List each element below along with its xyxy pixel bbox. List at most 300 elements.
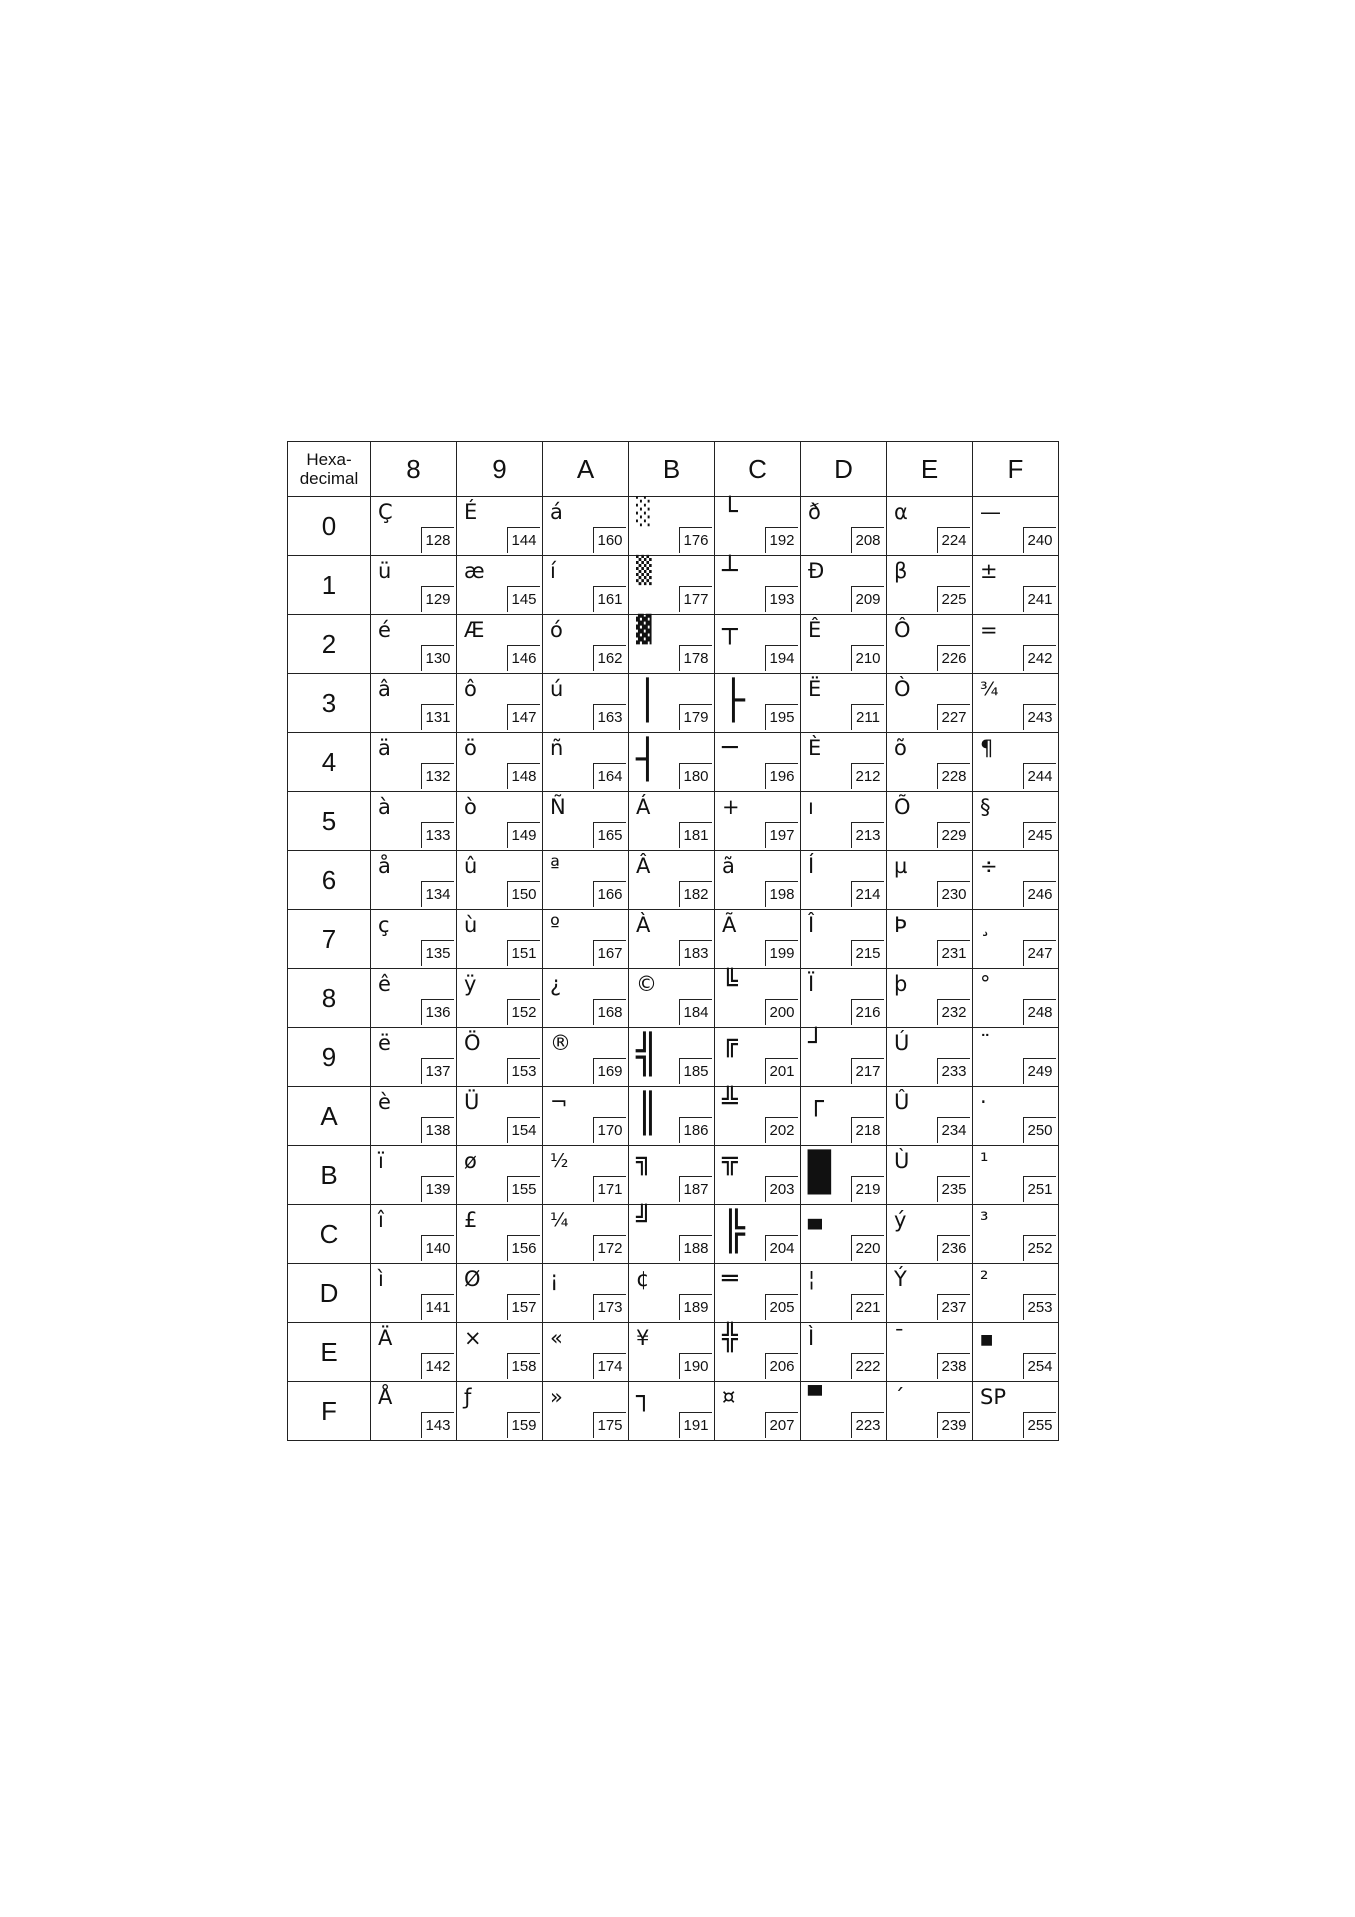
character-cell: [715, 1205, 801, 1264]
character-cell: [629, 497, 715, 556]
character-cell: [973, 615, 1059, 674]
character-glyph: µ: [894, 854, 908, 878]
decimal-code: 215: [851, 940, 884, 966]
character-glyph: æ: [464, 559, 485, 583]
character-cell: [887, 910, 973, 969]
decimal-code: 156: [507, 1235, 540, 1261]
character-cell: [887, 1087, 973, 1146]
table-row: [288, 733, 1059, 792]
decimal-code: 174: [593, 1353, 626, 1379]
character-glyph: ì: [378, 1267, 384, 1291]
character-glyph: ¡: [550, 1267, 559, 1291]
decimal-code: 169: [593, 1058, 626, 1084]
column-header-a: A: [543, 442, 629, 497]
character-glyph: Ò: [894, 677, 911, 701]
decimal-code: 162: [593, 645, 626, 671]
character-cell: [973, 1205, 1059, 1264]
character-glyph: Ù: [894, 1149, 910, 1173]
character-glyph: û: [464, 854, 478, 878]
character-cell: [371, 1205, 457, 1264]
row-header-d: D: [288, 1264, 371, 1323]
character-cell: [715, 674, 801, 733]
character-cell: [629, 615, 715, 674]
decimal-code: 199: [765, 940, 798, 966]
character-cell: [457, 792, 543, 851]
decimal-code: 228: [937, 763, 970, 789]
character-glyph: ±: [980, 559, 998, 583]
decimal-code: 252: [1023, 1235, 1056, 1261]
character-glyph: ú: [550, 677, 564, 701]
decimal-code: 214: [851, 881, 884, 907]
character-cell: [457, 615, 543, 674]
decimal-code: 172: [593, 1235, 626, 1261]
character-cell: [887, 851, 973, 910]
character-glyph: ñ: [550, 736, 564, 760]
decimal-code: 243: [1023, 704, 1056, 730]
character-glyph: └: [722, 497, 738, 527]
decimal-code: 255: [1023, 1412, 1056, 1438]
character-cell: [973, 497, 1059, 556]
character-cell: [371, 1146, 457, 1205]
character-glyph: Æ: [464, 618, 485, 642]
character-glyph: ░: [636, 497, 652, 527]
decimal-code: 248: [1023, 999, 1056, 1025]
character-cell: [371, 674, 457, 733]
character-cell: [887, 969, 973, 1028]
decimal-code: 190: [679, 1353, 712, 1379]
character-glyph: Ô: [894, 618, 911, 642]
character-cell: [973, 1028, 1059, 1087]
column-header-f: F: [973, 442, 1059, 497]
character-glyph: í: [550, 559, 556, 583]
character-cell: [973, 556, 1059, 615]
character-glyph: ╔: [722, 1028, 738, 1058]
character-glyph: ¼: [550, 1209, 569, 1231]
character-cell: [629, 792, 715, 851]
character-glyph: Ê: [808, 618, 822, 642]
decimal-code: 254: [1023, 1353, 1056, 1379]
character-glyph: ¾: [980, 678, 999, 700]
character-glyph: ı: [808, 795, 814, 819]
character-cell: [457, 497, 543, 556]
character-cell: [715, 792, 801, 851]
character-cell: [715, 910, 801, 969]
character-glyph: ▄: [808, 1209, 822, 1230]
decimal-code: 187: [679, 1176, 712, 1202]
code-page-table: [287, 441, 1059, 1441]
decimal-code: 153: [507, 1058, 540, 1084]
character-glyph: ®: [550, 1031, 571, 1055]
character-cell: [457, 1205, 543, 1264]
decimal-code: 246: [1023, 881, 1056, 907]
decimal-code: 164: [593, 763, 626, 789]
row-header-a: A: [288, 1087, 371, 1146]
decimal-code: 251: [1023, 1176, 1056, 1202]
decimal-code: 237: [937, 1294, 970, 1320]
character-cell: [801, 497, 887, 556]
character-glyph: ½: [550, 1150, 569, 1172]
character-cell: [371, 969, 457, 1028]
row-header-6: 6: [288, 851, 371, 910]
character-cell: [629, 910, 715, 969]
character-glyph: Í: [808, 854, 815, 878]
decimal-code: 224: [937, 527, 970, 553]
character-glyph: ╝: [636, 1205, 652, 1235]
decimal-code: 194: [765, 645, 798, 671]
table-row: [288, 674, 1059, 733]
row-header-7: 7: [288, 910, 371, 969]
character-glyph: Ü: [464, 1090, 480, 1114]
table-body: [288, 497, 1059, 1441]
character-glyph: ù: [464, 913, 478, 937]
character-cell: [973, 1146, 1059, 1205]
character-glyph: ┤: [636, 737, 659, 781]
decimal-code: 148: [507, 763, 540, 789]
character-glyph: ô: [464, 677, 477, 701]
character-cell: [629, 1087, 715, 1146]
character-glyph: ╠: [722, 1209, 745, 1253]
decimal-code: 227: [937, 704, 970, 730]
character-cell: [543, 1323, 629, 1382]
decimal-code: 198: [765, 881, 798, 907]
decimal-code: 206: [765, 1353, 798, 1379]
character-cell: [629, 674, 715, 733]
character-cell: [887, 1264, 973, 1323]
character-cell: [801, 910, 887, 969]
character-cell: [973, 851, 1059, 910]
decimal-code: 203: [765, 1176, 798, 1202]
character-glyph: ▒: [636, 556, 652, 586]
table-row: [288, 1028, 1059, 1087]
character-glyph: ├: [722, 678, 745, 722]
character-glyph: Ø: [464, 1267, 481, 1291]
character-cell: [543, 1146, 629, 1205]
decimal-code: 245: [1023, 822, 1056, 848]
character-glyph: è: [378, 1090, 391, 1114]
decimal-code: 196: [765, 763, 798, 789]
character-glyph: ª: [550, 854, 560, 878]
character-cell: [457, 969, 543, 1028]
character-cell: [801, 851, 887, 910]
decimal-code: 155: [507, 1176, 540, 1202]
character-cell: [629, 1323, 715, 1382]
character-glyph: ¸: [980, 913, 991, 937]
character-cell: [887, 497, 973, 556]
character-glyph: ¤: [722, 1385, 736, 1409]
character-cell: [715, 1087, 801, 1146]
character-cell: [371, 1264, 457, 1323]
decimal-code: 195: [765, 704, 798, 730]
decimal-code: 253: [1023, 1294, 1056, 1320]
decimal-code: 218: [851, 1117, 884, 1143]
character-cell: [457, 1323, 543, 1382]
character-glyph: ÿ: [464, 972, 477, 996]
character-glyph: ─: [722, 733, 738, 763]
character-cell: [715, 969, 801, 1028]
character-glyph: ÷: [980, 854, 998, 878]
character-glyph: º: [550, 913, 560, 937]
decimal-code: 184: [679, 999, 712, 1025]
character-glyph: ╗: [636, 1146, 652, 1176]
decimal-code: 200: [765, 999, 798, 1025]
decimal-code: 165: [593, 822, 626, 848]
decimal-code: 225: [937, 586, 970, 612]
decimal-code: 204: [765, 1235, 798, 1261]
character-glyph: ø: [464, 1149, 477, 1173]
character-glyph: ¢: [636, 1267, 650, 1291]
decimal-code: 239: [937, 1412, 970, 1438]
character-cell: [887, 733, 973, 792]
character-glyph: Ç: [378, 500, 393, 524]
character-glyph: ê: [378, 972, 391, 996]
character-cell: [543, 556, 629, 615]
character-glyph: þ: [894, 972, 908, 996]
character-glyph: ┌: [808, 1087, 824, 1117]
decimal-code: 178: [679, 645, 712, 671]
row-header-2: 2: [288, 615, 371, 674]
column-header-e: E: [887, 442, 973, 497]
character-glyph: Ú: [894, 1031, 910, 1055]
decimal-code: 160: [593, 527, 626, 553]
character-cell: [457, 1028, 543, 1087]
character-glyph: Â: [636, 854, 651, 878]
character-cell: [887, 792, 973, 851]
character-cell: [973, 674, 1059, 733]
character-glyph: ┬: [722, 615, 738, 645]
table-row: [288, 615, 1059, 674]
character-glyph: ã: [722, 854, 735, 878]
character-glyph: ƒ: [464, 1385, 472, 1409]
character-cell: [629, 969, 715, 1028]
character-glyph: β: [894, 559, 908, 583]
decimal-code: 128: [421, 527, 454, 553]
decimal-code: 236: [937, 1235, 970, 1261]
character-cell: [371, 497, 457, 556]
decimal-code: 191: [679, 1412, 712, 1438]
character-cell: [457, 851, 543, 910]
decimal-code: 205: [765, 1294, 798, 1320]
character-glyph: à: [378, 795, 391, 819]
character-cell: [801, 1028, 887, 1087]
character-cell: [715, 1382, 801, 1441]
table-row: [288, 556, 1059, 615]
decimal-code: 210: [851, 645, 884, 671]
decimal-code: 234: [937, 1117, 970, 1143]
character-cell: [973, 910, 1059, 969]
character-cell: [715, 851, 801, 910]
character-glyph: â: [378, 677, 391, 701]
character-glyph: +: [722, 795, 740, 819]
character-glyph: ¬: [550, 1090, 568, 1114]
decimal-code: 151: [507, 940, 540, 966]
decimal-code: 188: [679, 1235, 712, 1261]
decimal-code: 208: [851, 527, 884, 553]
character-glyph: ð: [808, 500, 821, 524]
character-cell: [887, 674, 973, 733]
character-cell: [371, 792, 457, 851]
character-glyph: ë: [378, 1031, 391, 1055]
character-cell: [371, 1028, 457, 1087]
decimal-code: 175: [593, 1412, 626, 1438]
character-glyph: =: [980, 618, 998, 642]
character-glyph: Ý: [894, 1267, 907, 1291]
decimal-code: 220: [851, 1235, 884, 1261]
character-glyph: █: [808, 1150, 831, 1194]
character-cell: [543, 674, 629, 733]
character-cell: [715, 1264, 801, 1323]
decimal-code: 223: [851, 1412, 884, 1438]
character-glyph: £: [464, 1208, 478, 1232]
decimal-code: 138: [421, 1117, 454, 1143]
decimal-code: 166: [593, 881, 626, 907]
row-header-4: 4: [288, 733, 371, 792]
character-cell: [887, 615, 973, 674]
character-cell: [457, 556, 543, 615]
character-cell: [887, 1323, 973, 1382]
character-glyph: ¯: [894, 1326, 905, 1350]
character-glyph: Õ: [894, 795, 911, 819]
decimal-code: 242: [1023, 645, 1056, 671]
character-cell: [801, 1382, 887, 1441]
table-row: [288, 1264, 1059, 1323]
character-cell: [457, 1146, 543, 1205]
character-glyph: ║: [636, 1091, 659, 1135]
character-glyph: á: [550, 500, 563, 524]
character-glyph: ü: [378, 559, 392, 583]
character-glyph: ý: [894, 1208, 907, 1232]
decimal-code: 173: [593, 1294, 626, 1320]
decimal-code: 241: [1023, 586, 1056, 612]
character-cell: [543, 615, 629, 674]
character-glyph: Å: [378, 1385, 393, 1409]
decimal-code: 209: [851, 586, 884, 612]
decimal-code: 177: [679, 586, 712, 612]
row-header-b: B: [288, 1146, 371, 1205]
character-glyph: Þ: [894, 913, 907, 937]
decimal-code: 161: [593, 586, 626, 612]
character-glyph: ╣: [636, 1032, 659, 1076]
character-cell: [715, 497, 801, 556]
character-cell: [457, 733, 543, 792]
decimal-code: 216: [851, 999, 884, 1025]
decimal-code: 176: [679, 527, 712, 553]
character-glyph: ï: [378, 1149, 384, 1173]
column-header-b: B: [629, 442, 715, 497]
character-glyph: »: [550, 1385, 563, 1409]
character-glyph: Î: [808, 913, 815, 937]
character-glyph: ò: [464, 795, 477, 819]
character-glyph: ·: [980, 1090, 987, 1114]
table-row: [288, 1087, 1059, 1146]
character-cell: [543, 851, 629, 910]
character-glyph: ¥: [636, 1326, 650, 1350]
column-header-8: 8: [371, 442, 457, 497]
decimal-code: 183: [679, 940, 712, 966]
character-cell: [801, 1323, 887, 1382]
character-cell: [543, 792, 629, 851]
character-glyph: å: [378, 854, 391, 878]
character-cell: [801, 1087, 887, 1146]
character-cell: [543, 497, 629, 556]
column-header-d: D: [801, 442, 887, 497]
table-row: [288, 497, 1059, 556]
decimal-code: 130: [421, 645, 454, 671]
decimal-code: 230: [937, 881, 970, 907]
row-header-0: 0: [288, 497, 371, 556]
hexadecimal-label-line1: Hexa-: [306, 450, 352, 469]
decimal-code: 171: [593, 1176, 626, 1202]
character-glyph: Ï: [808, 972, 815, 996]
character-cell: [371, 1382, 457, 1441]
character-cell: [973, 1382, 1059, 1441]
character-glyph: ²: [980, 1267, 989, 1291]
character-cell: [371, 1087, 457, 1146]
character-cell: [801, 674, 887, 733]
decimal-code: 213: [851, 822, 884, 848]
character-glyph: ┐: [636, 1382, 652, 1412]
character-cell: [543, 969, 629, 1028]
decimal-code: 149: [507, 822, 540, 848]
decimal-code: 147: [507, 704, 540, 730]
character-glyph: Á: [636, 795, 651, 819]
decimal-code: 135: [421, 940, 454, 966]
decimal-code: 219: [851, 1176, 884, 1202]
decimal-code: 212: [851, 763, 884, 789]
character-cell: [629, 1028, 715, 1087]
decimal-code: 154: [507, 1117, 540, 1143]
character-cell: [371, 556, 457, 615]
character-cell: [715, 1146, 801, 1205]
character-cell: [715, 556, 801, 615]
character-cell: [629, 733, 715, 792]
row-header-3: 3: [288, 674, 371, 733]
character-glyph: ╬: [722, 1323, 738, 1353]
decimal-code: 226: [937, 645, 970, 671]
character-cell: [801, 1205, 887, 1264]
character-cell: [629, 851, 715, 910]
character-cell: [973, 1087, 1059, 1146]
character-cell: [543, 1264, 629, 1323]
decimal-code: 158: [507, 1353, 540, 1379]
table-row: [288, 969, 1059, 1028]
table-row: [288, 792, 1059, 851]
character-glyph: õ: [894, 736, 907, 760]
decimal-code: 170: [593, 1117, 626, 1143]
character-cell: [801, 556, 887, 615]
character-glyph: ¶: [980, 736, 994, 760]
decimal-code: 211: [851, 704, 884, 730]
character-cell: [371, 733, 457, 792]
character-cell: [973, 1264, 1059, 1323]
decimal-code: 189: [679, 1294, 712, 1320]
character-glyph: ä: [378, 736, 391, 760]
decimal-code: 137: [421, 1058, 454, 1084]
table-row: [288, 1205, 1059, 1264]
decimal-code: 132: [421, 763, 454, 789]
character-cell: [801, 1146, 887, 1205]
character-cell: [801, 792, 887, 851]
character-cell: [543, 733, 629, 792]
decimal-code: 221: [851, 1294, 884, 1320]
character-cell: [629, 1146, 715, 1205]
character-cell: [801, 969, 887, 1028]
character-cell: [715, 733, 801, 792]
decimal-code: 181: [679, 822, 712, 848]
character-cell: [629, 1264, 715, 1323]
character-cell: [457, 910, 543, 969]
decimal-code: 179: [679, 704, 712, 730]
decimal-code: 250: [1023, 1117, 1056, 1143]
